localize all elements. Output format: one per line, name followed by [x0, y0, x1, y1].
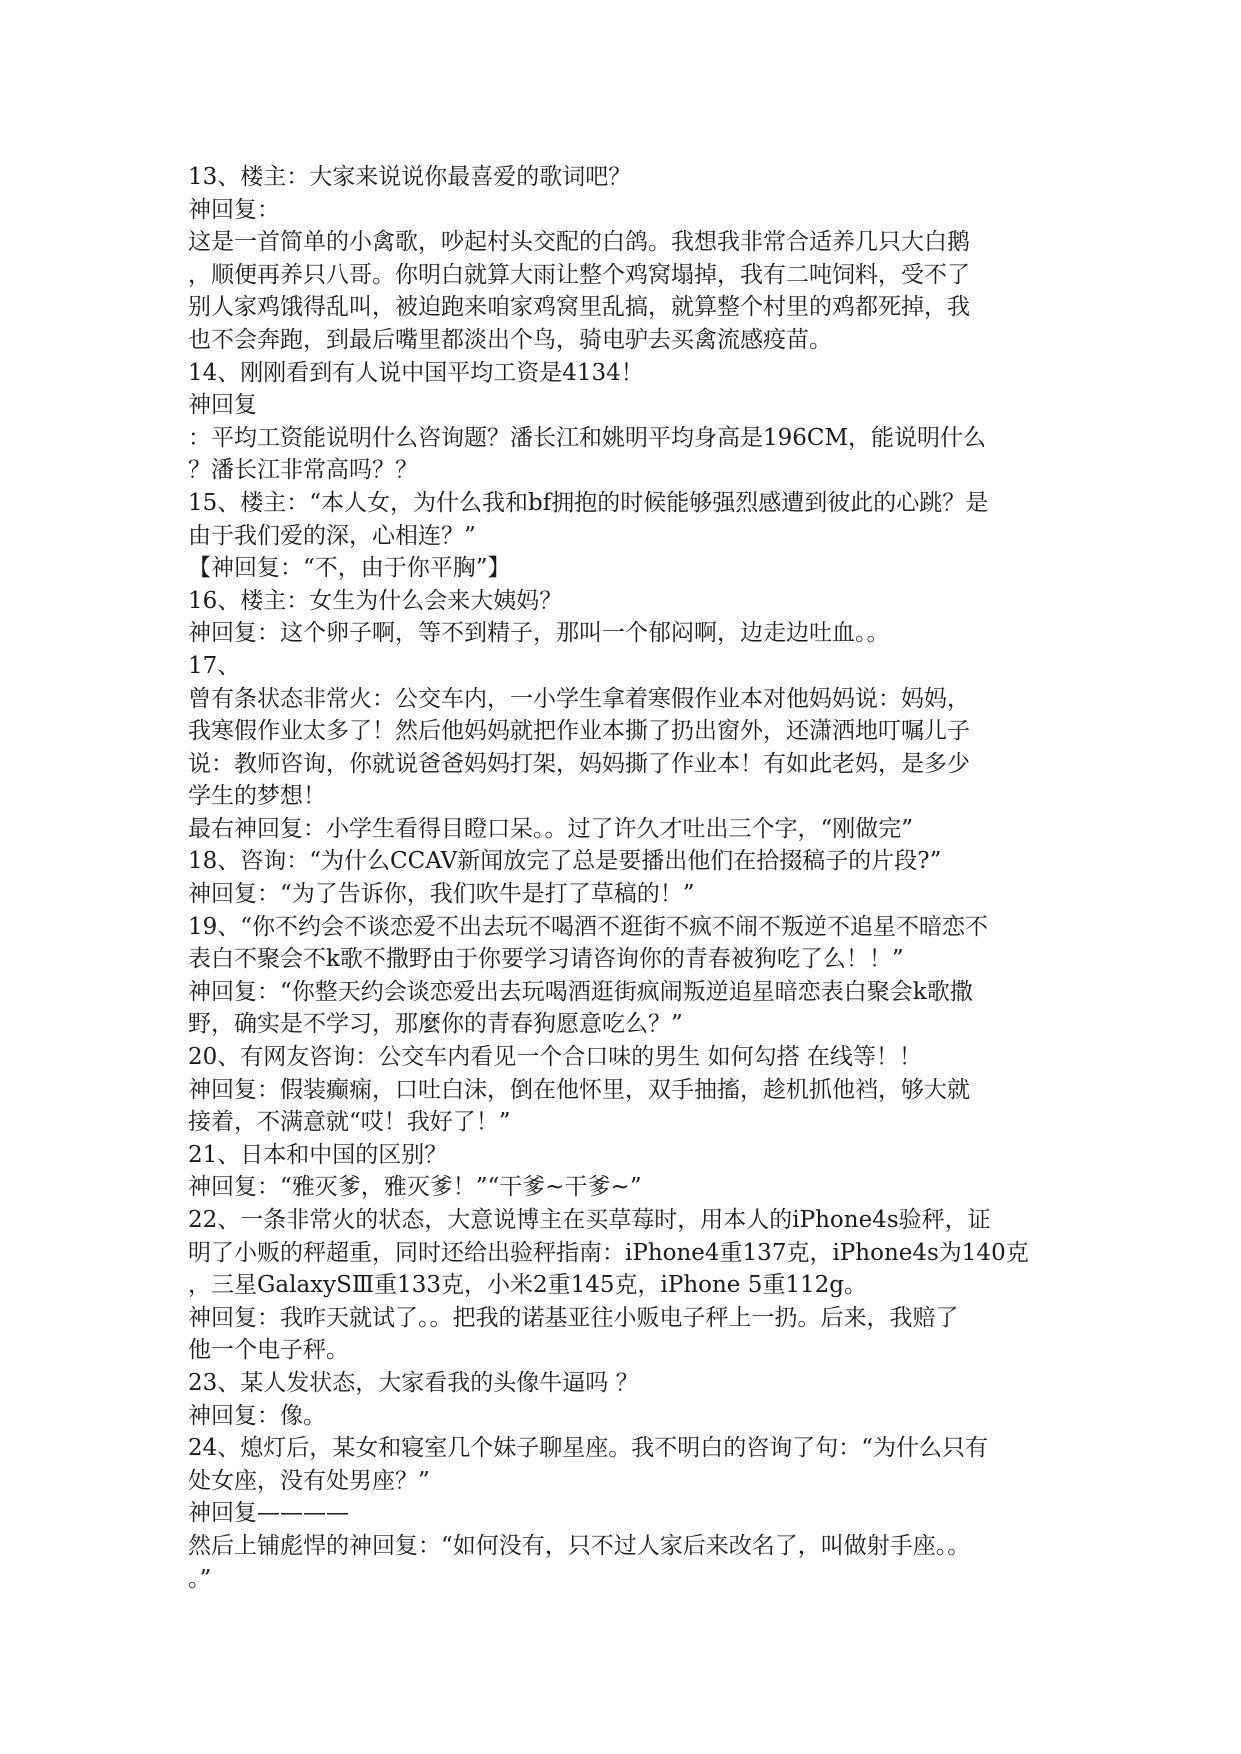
document-page: [188, 161, 1058, 1595]
text-line: 曾有条状态非常火：公交车内，一小学生拿着寒假作业本对他妈妈说：妈妈，: [188, 685, 970, 712]
text-line: 明了小贩的秤超重，同时还给出验秤指南：iPhone4重137克，iPhone4s为140克: [188, 1239, 1029, 1266]
text-line: 学生的梦想！: [188, 783, 326, 810]
text-line: 神回复：“你整天约会谈恋爱出去玩喝酒逛街疯闹叛逆追星暗恋表白聚会k歌撒: [188, 978, 973, 1005]
text-line: 18、咨询：“为什么CCAV新闻放完了总是要播出他们在拾掇稿子的片段?”: [188, 848, 942, 875]
text-line: 这是一首简单的小禽歌，吵起村头交配的白鸽。我想我非常合适养几只大白鹅: [188, 229, 970, 256]
text-line: 22、一条非常火的状态，大意说博主在买草莓时，用本人的iPhone4s验秤，证: [188, 1207, 991, 1233]
text-line: ，顺便再养只八哥。你明白就算大雨让整个鸡窝塌掉，我有二吨饲料，受不了: [188, 261, 970, 288]
text-line: 接着，不满意就“哎！我好了！”: [188, 1109, 511, 1136]
text-line: 神回复：假装癫痫，口吐白沫，倒在他怀里，双手抽搐，趁机抓他裆，够大就: [188, 1076, 970, 1103]
text-line: 最右神回复：小学生看得目瞪口呆。。过了许久才吐出三个字，“刚做完”: [188, 815, 914, 842]
text-line: 神回复：“为了告诉你，我们吹牛是打了草稿的！”: [188, 881, 695, 908]
text-line: ？潘长江非常高吗？？: [188, 457, 418, 484]
text-line: 13、楼主：大家来说说你最喜爱的歌词吧？: [188, 164, 632, 190]
text-line: 19、“你不约会不谈恋爱不出去玩不喝酒不逛街不疯不闹不叛逆不追星不暗恋不: [188, 913, 989, 940]
text-line: 他一个电子秤。: [188, 1337, 349, 1364]
text-line: 17、: [188, 652, 241, 679]
text-line: 表白不聚会不k歌不撒野由于你要学习请咨询你的青春被狗吃了么！！”: [188, 946, 904, 973]
text-line: 15、楼主：“本人女，为什么我和bf拥抱的时候能够强烈感遭到彼此的心跳？是: [188, 489, 989, 516]
text-line: 处女座，没有处男座？”: [188, 1467, 430, 1494]
text-line: 神回复：: [188, 196, 280, 223]
text-line: 16、楼主：女生为什么会来大姨妈？: [188, 587, 563, 614]
text-line: ：平均工资能说明什么咨询题？潘长江和姚明平均身高是196CM，能说明什么: [188, 424, 987, 451]
text-line: 神回复————: [188, 1500, 349, 1527]
text-line: 14、刚刚看到有人说中国平均工资是4134！: [188, 359, 644, 386]
text-line: ，三星GalaxySⅢ重133克，小米2重145克，iPhone 5重112g。: [188, 1272, 867, 1299]
text-line: 也不会奔跑，到最后嘴里都淡出个鸟，骑电驴去买禽流感疫苗。: [188, 326, 832, 353]
text-line: 由于我们爱的深，心相连？”: [188, 522, 476, 549]
text-line: 我寒假作业太多了！然后他妈妈就把作业本撕了扔出窗外，还潇洒地叮嘱儿子: [188, 718, 970, 745]
text-line: 23、某人发状态，大家看我的头像牛逼吗 ？: [188, 1369, 639, 1396]
text-line: 神回复：这个卵子啊，等不到精子，那叫一个郁闷啊，边走边吐血。。: [188, 620, 890, 647]
text-line: 24、熄灯后，某女和寝室几个妹子聊星座。我不明白的咨询了句：“为什么只有: [188, 1435, 989, 1462]
text-line: 21、日本和中国的区别？: [188, 1141, 448, 1168]
text-line: 野，确实是不学习，那麼你的青春狗愿意吃么？”: [188, 1011, 683, 1038]
text-line: 别人家鸡饿得乱叫，被迫跑来咱家鸡窝里乱搞，就算整个村里的鸡都死掉，我: [188, 294, 970, 321]
text-line: 神回复: [188, 392, 257, 419]
text-line: 20、有网友咨询：公交车内看见一个合口味的男生 如何勾搭 在线等！！: [188, 1044, 922, 1071]
text-line: 神回复：像。: [188, 1402, 326, 1429]
text-line: 神回复：我昨天就试了。。把我的诺基亚往小贩电子秤上一扔。后来，我赔了: [188, 1304, 959, 1331]
text-line: 【神回复：“不，由于你平胸”】: [188, 555, 511, 582]
text-line: 说：教师咨询，你就说爸爸妈妈打架，妈妈撕了作业本！有如此老妈，是多少: [188, 750, 970, 777]
text-line: 神回复：“雅灭爹，雅灭爹！”“干爹~干爹~”: [188, 1174, 642, 1201]
text-line: 。”: [188, 1565, 212, 1592]
text-line: 然后上铺彪悍的神回复：“如何没有，只不过人家后来改名了，叫做射手座。。: [188, 1532, 971, 1559]
